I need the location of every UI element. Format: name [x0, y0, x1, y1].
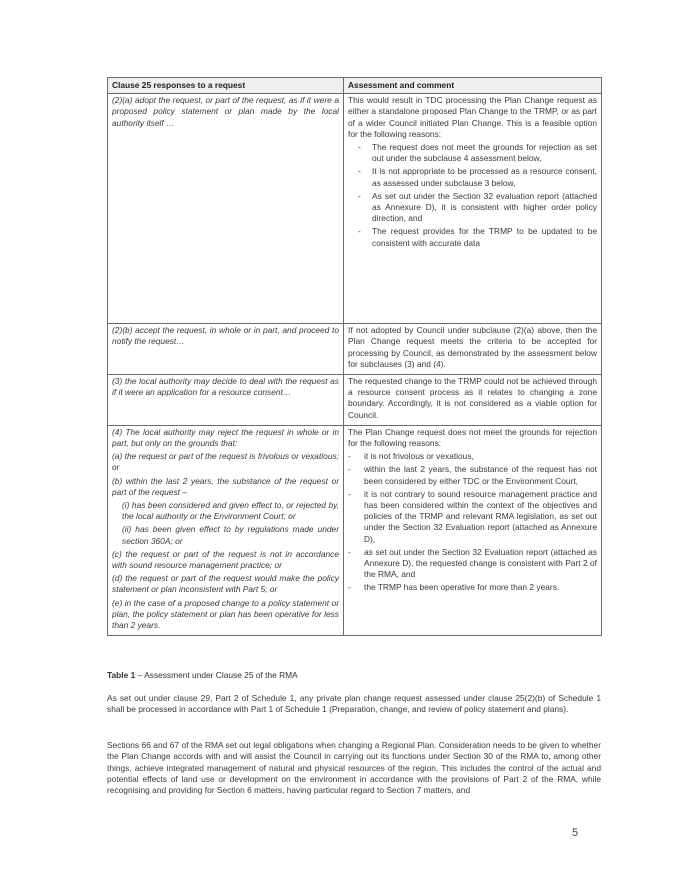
clause-text: (4) The local authority may reject the request in whole or in part, but only on the grounds that: [112, 426, 339, 449]
assessment-table [107, 77, 602, 636]
clause-text: (d) the request or part of the request would make the policy statement or plan inconsistent with Part 5; or [112, 573, 339, 595]
table-row [108, 324, 602, 375]
assessment-intro: The requested change to the TRMP could not be achieved through a resource consent process as it relates to changing a zone boundary. Accordingly, it is not considered as a viable option for Council. [348, 376, 597, 420]
assessment-list [348, 142, 597, 249]
list-item: - within the last 2 years, the substance of the request has not been considered by either TDC or the Environment Court, [348, 464, 597, 486]
page-number: 5 [572, 827, 579, 839]
clause-cell [108, 375, 344, 426]
column-header-assessment: Assessment and comment [344, 78, 602, 94]
column-header-clause: Clause 25 responses to a request [108, 78, 344, 94]
list-item: - The request does not meet the grounds for rejection as set out under the subclause 4 assessment below, [358, 142, 597, 164]
clause-cell [108, 425, 344, 635]
clause-text: (2)(b) accept the request, in whole or in part, and proceed to notify the request… [112, 325, 339, 347]
assessment-list [348, 451, 597, 593]
table-row [108, 425, 602, 635]
list-item: - it is not contrary to sound resource management practice and has been considered within the context of the objectives and policies of the TRMP and relevant RMA legislation, as set out under the Section 32 Evaluation report (attached as Annexure D), [348, 488, 597, 544]
table-row [108, 94, 602, 324]
list-item: - The request provides for the TRMP to be updated to be consistent with accurate data [358, 226, 597, 248]
assessment-intro: This would result in TDC processing the Plan Change request as either a standalone proposed Plan Change to the TRMP, or as part of a wider Council initiated Plan Change. This is a feasible option for the following reasons: [348, 95, 597, 139]
clause-text: (3) the local authority may decide to deal with the request as if it were an application for a resource consent… [112, 376, 339, 398]
list-item: - as set out under the Section 32 Evaluation report (attached as Annexure D), the requested change is consistent with Part 2 of the RMA, and [348, 546, 597, 580]
list-item: - the TRMP has been operative for more than 2 years. [348, 582, 560, 593]
list-item: - It is not appropriate to be processed as a resource consent, as assessed under subclause 3 below, [358, 166, 597, 188]
clause-text: (ii) has been given effect to by regulations made under section 360A; or [122, 524, 339, 546]
clause-text: (e) in the case of a proposed change to a policy statement or plan, the policy statement or plan has been operative for less than 2 years. [112, 597, 339, 631]
body-paragraph: Sections 66 and 67 of the RMA set out legal obligations when changing a Regional Plan. Consideration needs to be given to whether the Plan Change accords with and will assist the Council in carrying out its functions under Section 30 of the RMA to, among other things, achieve integrated management of natural and physical resources of the region. This includes the control of the actual and potential effects of land use or development on the environment in accordance with the provisions of Part 2 of the RMA, while recognising and providing for Section 6 matters, having particular regard to Section 7 matters, and [107, 740, 601, 796]
table-header-row [108, 78, 602, 94]
clause-cell [108, 94, 344, 324]
clause-text: (2)(a) adopt the request, or part of the request, as if it were a proposed policy statement or plan made by the local authority itself … [112, 95, 339, 128]
assessment-cell [344, 324, 602, 375]
clause-cell [108, 324, 344, 375]
table-caption [107, 670, 298, 680]
assessment-cell [344, 425, 602, 635]
clause-text: (b) within the last 2 years, the substance of the request or part of the request – [112, 475, 339, 497]
assessment-cell [344, 375, 602, 426]
table-row [108, 375, 602, 426]
list-item: - As set out under the Section 32 evaluation report (attached as Annexure D), it is consistent with higher order policy direction, and [358, 190, 597, 224]
caption-label: Table 1 [107, 670, 136, 680]
body-paragraph: As set out under clause 29, Part 2 of Schedule 1, any private plan change request assessed under clause 25(2)(b) of Schedule 1 shall be processed in accordance with Part 1 of Schedule 1 (Preparation, change, and review of policy statement and plans). [107, 693, 601, 715]
caption-text: – Assessment under Clause 25 of the RMA [135, 670, 298, 680]
assessment-intro: The Plan Change request does not meet the grounds for rejection for the following reasons: [348, 426, 597, 449]
clause-text: (i) has been considered and given effect to, or rejected by, the local authority or the Environment Court; or [122, 500, 339, 522]
list-item: - it is not frivolous or vexatious, [348, 451, 474, 462]
assessment-intro: If not adopted by Council under subclause (2)(a) above, then the Plan Change request meets the criteria to be accepted for processing by Council, as demonstrated by the assessment below for subclauses (3) and (4). [348, 325, 597, 369]
assessment-cell [344, 94, 602, 324]
clause-text: (c) the request or part of the request is not in accordance with sound resource management practice; or [112, 548, 339, 571]
clause-text: (a) the request or part of the request is frivolous or vexatious; or [112, 451, 339, 473]
